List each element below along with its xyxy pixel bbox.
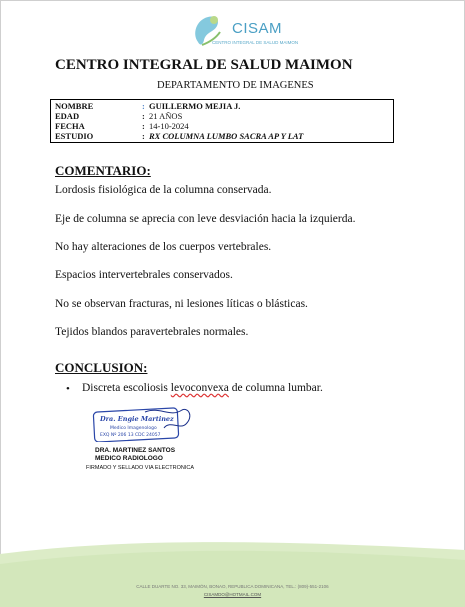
info-row-estudio [55,131,385,141]
comentario-heading: COMENTARIO: [55,163,151,178]
info-colon: : [142,111,145,121]
info-value: 21 AÑOS [149,111,183,121]
doctor-role: MEDICO RADIOLOGO [95,455,163,462]
info-label: FECHA [55,121,85,131]
signature-note: FIRMADO Y SELLADO VIA ELECTRONICA [86,465,194,471]
comentario-line: No hay alteraciones de los cuerpos vertebrales. [55,241,272,253]
comentario-line: No se observan fracturas, ni lesiones líticas o blásticas. [55,298,308,310]
signature-stamp [90,404,200,442]
info-colon: : [142,101,145,111]
conclusion-heading: CONCLUSION: [55,360,148,375]
footer-address: CALLE DUARTE NO. 33, MAIMÓN, BONAO, REPUBLICA DOMINICANA, TEL.: (809)-551-2106 [136,584,329,589]
info-value: 14-10-2024 [149,121,189,131]
document-title: CENTRO INTEGRAL DE SALUD MAIMON [55,57,353,73]
conclusion-text-end: de columna lumbar. [228,382,323,394]
info-label: NOMBRE [55,101,94,111]
logo-text: CISAM [232,20,283,37]
info-colon: : [142,121,145,131]
comentario-line: Eje de columna se aprecia con leve desviación hacia la izquierda. [55,213,356,225]
info-label: ESTUDIO [55,131,94,141]
info-row-nombre [55,101,385,111]
info-value: RX COLUMNA LUMBO SACRA AP Y LAT [149,131,304,141]
info-value: GUILLERMO MEJIA J. [149,101,241,111]
doctor-name: DRA. MARTINEZ SANTOS [95,447,176,454]
stamp-name: Dra. Engie Martinez [100,415,174,423]
spellcheck-word: levoconvexa [170,382,229,394]
conclusion-item [82,382,323,394]
comentario-line: Lordosis fisiológica de la columna conservada. [55,184,272,196]
info-row-edad [55,111,385,121]
stamp-ids: EXQ Nº 206 13 CDC 24057 [100,433,161,438]
comentario-line: Espacios intervertebrales conservados. [55,269,233,281]
stamp-role: Medico Imagenologo [110,426,157,431]
info-row-fecha [55,121,385,131]
footer-email[interactable]: CISAMDO@HOTMAIL.COM [203,592,262,597]
bullet-icon: • [66,383,70,395]
comentario-line: Tejidos blandos paravertebrales normales. [55,326,249,338]
logo-subtitle: CENTRO INTEGRAL DE SALUD MAIMON [212,40,299,45]
department-heading: DEPARTAMENTO DE IMAGENES [157,80,314,91]
info-label: EDAD [55,111,80,121]
conclusion-text-start: Discreta escoliosis [82,382,171,394]
info-colon: : [142,131,145,141]
patient-info-box [50,99,394,143]
